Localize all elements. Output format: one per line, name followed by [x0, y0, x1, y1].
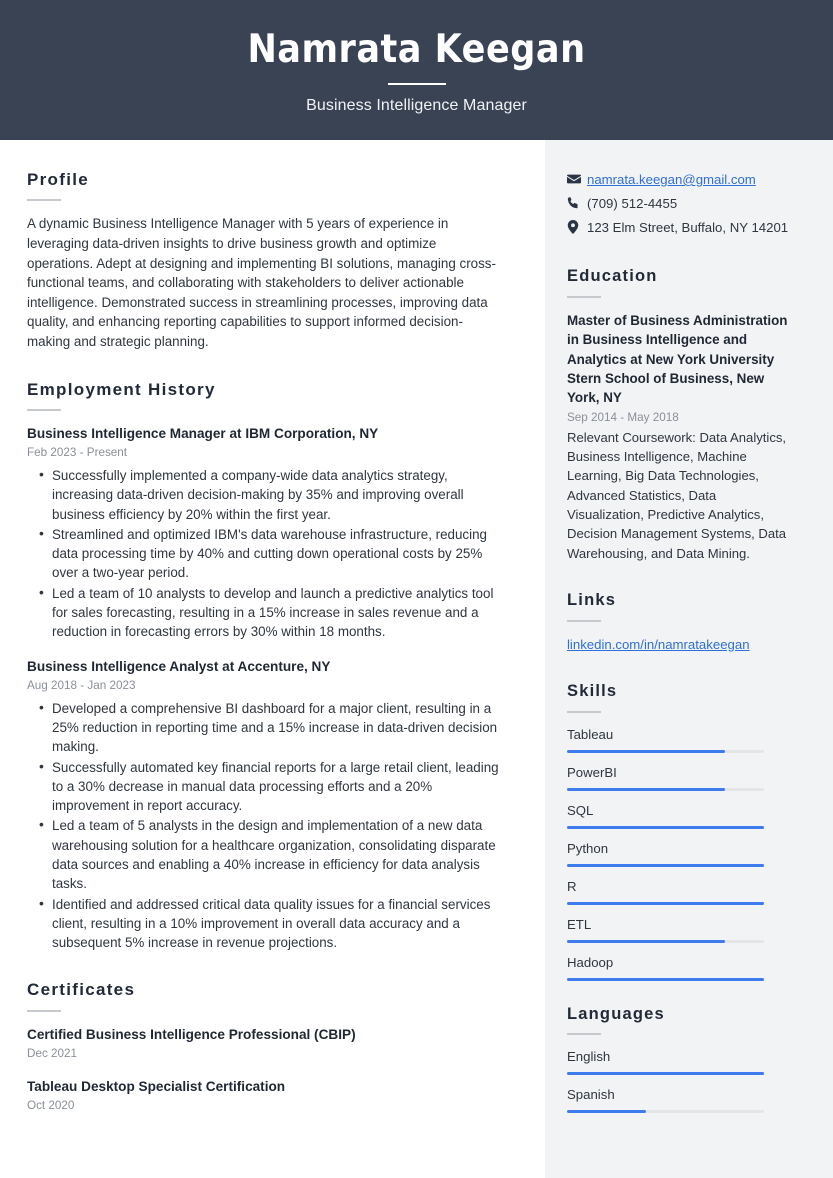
- skill-label: Python: [567, 840, 609, 856]
- skill: [567, 764, 793, 791]
- section-divider: [27, 199, 61, 201]
- skill-level-track: [567, 940, 764, 943]
- certificate-entry: [27, 1077, 505, 1114]
- job-date-range: Feb 2023 - Present: [27, 445, 128, 459]
- employment-heading: Employment History: [27, 379, 216, 399]
- language-level-fill: [567, 1072, 764, 1075]
- skill-level-track: [567, 902, 764, 905]
- skill-label: Hadoop: [567, 954, 614, 970]
- job-date-range: Aug 2018 - Jan 2023: [27, 678, 136, 692]
- employment-entry: [27, 424, 505, 642]
- certificates-heading: Certificates: [27, 980, 136, 1000]
- languages-heading: Languages: [567, 1004, 665, 1023]
- education-date: Sep 2014 - May 2018: [567, 410, 679, 424]
- certificate-title: Certified Business Intelligence Professional (CBIP): [27, 1026, 356, 1042]
- skill-level-fill: [567, 826, 764, 829]
- skill-label: R: [567, 878, 577, 894]
- skill-label: ETL: [567, 916, 592, 932]
- candidate-name: Namrata Keegan: [247, 27, 586, 73]
- contact-row: [567, 218, 793, 237]
- profile-heading: Profile: [27, 170, 90, 189]
- skill-level-fill: [567, 788, 725, 791]
- links-list: [567, 635, 793, 654]
- skill-level-track: [567, 750, 764, 753]
- skill: [567, 802, 793, 829]
- section-divider: [27, 409, 61, 411]
- language: [567, 1086, 793, 1113]
- education-coursework: Relevant Coursework: Data Analytics, Business Intelligence, Machine Learning, Big Data Technologies, Advanced Statistics, Data Visualization, Predictive Analytics, Decision Management Systems, Data Warehousing, and Data Mining.: [567, 429, 787, 561]
- contact-row: [567, 194, 793, 213]
- job-bullet: • Developed a comprehensive BI dashboard for a major client, resulting in a 25% reduction in reporting time and a 15% increase in data-driven decision making.: [27, 699, 505, 757]
- location-pin-icon: [567, 218, 587, 234]
- job-bullet: • Led a team of 5 analysts in the design and implementation of a new data warehousing solution for a healthcare organization, consolidating disparate data sources and enabling a 40% increase in efficiency for data analysis tasks.: [27, 816, 505, 893]
- skill-level-fill: [567, 750, 725, 753]
- job-bullet-list: [27, 466, 505, 642]
- language-label: Spanish: [567, 1087, 615, 1103]
- resume-header: [0, 0, 833, 140]
- phone-icon: [567, 194, 587, 209]
- skill-level-track: [567, 978, 764, 981]
- education-heading: Education: [567, 267, 658, 285]
- languages-list: [567, 1048, 793, 1113]
- candidate-job-title: Business Intelligence Manager: [306, 96, 527, 114]
- sidebar-column: [545, 140, 833, 1178]
- skill: [567, 726, 793, 753]
- job-bullet: • Led a team of 10 analysts to develop and launch a predictive analytics tool for sales forecasting, resulting in a 15% increase in sales revenue and a reduction in forecasting errors by 30% within 18 months.: [27, 584, 505, 642]
- skill-level-fill: [567, 978, 764, 981]
- section-education: [567, 267, 793, 563]
- skill-label: SQL: [567, 802, 594, 818]
- section-certificates: [27, 980, 505, 1113]
- section-divider: [567, 620, 601, 622]
- section-divider: [567, 1033, 601, 1035]
- skill-level-fill: [567, 864, 764, 867]
- main-column: [0, 140, 545, 1178]
- skill-level-track: [567, 826, 764, 829]
- employment-list: [27, 424, 505, 953]
- resume-body: [0, 140, 833, 1178]
- job-bullet: • Identified and addressed critical data quality issues for a financial services client, resulting in a 10% improvement in overall data accuracy and a subsequent 5% increase in revenue projections.: [27, 895, 505, 953]
- language-level-fill: [567, 1110, 646, 1113]
- skill: [567, 878, 793, 905]
- contact-text: 123 Elm Street, Buffalo, NY 14201: [587, 220, 789, 235]
- education-degree: Master of Business Administration in Business Intelligence and Analytics at New York University Stern School of Business, New York, NY: [567, 312, 788, 406]
- section-profile: [27, 170, 505, 352]
- certificate-date: Oct 2020: [27, 1098, 75, 1112]
- skill: [567, 954, 793, 981]
- profile-link[interactable]: linkedin.com/in/namratakeegan: [567, 636, 750, 652]
- section-divider: [567, 296, 601, 298]
- job-bullet-list: [27, 699, 505, 953]
- skill-label: PowerBI: [567, 764, 617, 780]
- language-label: English: [567, 1049, 611, 1065]
- skill-level-track: [567, 864, 764, 867]
- certificate-title: Tableau Desktop Specialist Certification: [27, 1078, 286, 1094]
- skills-heading: Skills: [567, 681, 618, 700]
- language-level-track: [567, 1072, 764, 1075]
- header-divider: [388, 83, 446, 85]
- job-title: Business Intelligence Manager at IBM Corporation, NY: [27, 425, 379, 441]
- contact-email-link[interactable]: namrata.keegan@gmail.com: [587, 172, 756, 187]
- skill: [567, 916, 793, 943]
- section-employment-history: [27, 380, 505, 953]
- section-languages: [567, 1005, 793, 1114]
- section-skills: [567, 682, 793, 981]
- contact-info: [567, 170, 793, 237]
- skill-label: Tableau: [567, 726, 614, 742]
- employment-entry: [27, 657, 505, 953]
- contact-row[interactable]: [567, 170, 793, 189]
- profile-text: A dynamic Business Intelligence Manager with 5 years of experience in leveraging data-driven insights to drive business growth and optimize operations. Adept at designing and implementing BI solutions, managing cross-functional teams, and collaborating with stakeholders to deliver actionable intelligence. Demonstrated success in streamlining processes, improving data quality, and enhancing reporting capabilities to support informed decision-making and strategic planning.: [27, 216, 496, 349]
- certificates-list: [27, 1025, 505, 1114]
- skill: [567, 840, 793, 867]
- section-divider: [27, 1010, 61, 1012]
- certificate-date: Dec 2021: [27, 1046, 78, 1060]
- job-bullet: • Successfully automated key financial reports for a large retail client, leading to a 30% decrease in manual data processing efforts and a 20% improvement in report accuracy.: [27, 758, 505, 816]
- certificate-entry: [27, 1025, 505, 1062]
- job-bullet: • Streamlined and optimized IBM's data warehouse infrastructure, reducing data processing time by 40% and cutting down operational costs by 25% over a two-year period.: [27, 525, 505, 583]
- section-links: [567, 591, 793, 654]
- skill-level-track: [567, 788, 764, 791]
- skill-level-fill: [567, 940, 725, 943]
- section-divider: [567, 711, 601, 713]
- skills-list: [567, 726, 793, 981]
- job-bullet: • Successfully implemented a company-wide data analytics strategy, increasing data-driven decision-making by 35% and improving overall business efficiency by 20% within the first year.: [27, 466, 505, 524]
- skill-level-fill: [567, 902, 764, 905]
- links-heading: Links: [567, 590, 617, 609]
- contact-text: (709) 512-4455: [587, 196, 678, 211]
- envelope-icon: [567, 170, 587, 186]
- job-title: Business Intelligence Analyst at Accenture, NY: [27, 658, 331, 674]
- language-level-track: [567, 1110, 764, 1113]
- language: [567, 1048, 793, 1075]
